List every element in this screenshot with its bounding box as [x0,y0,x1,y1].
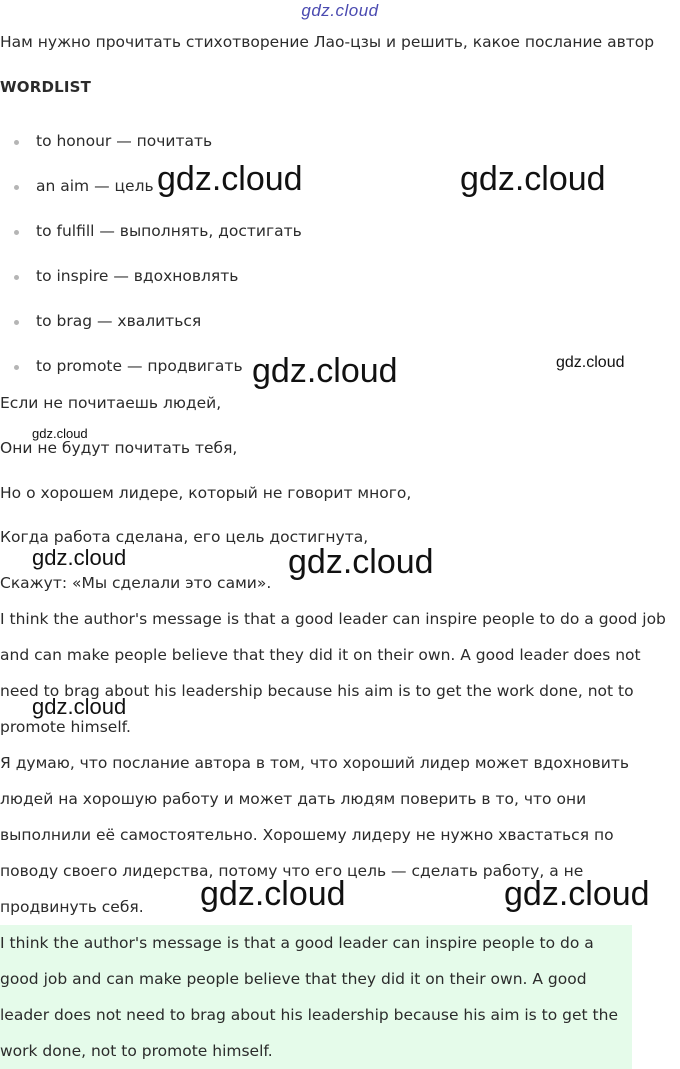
watermark: gdz.cloud [556,354,625,371]
poem-line: Но о хорошем лидере, который не говорит много, [0,484,412,502]
wordlist-heading: WORDLIST [0,78,92,96]
watermark: gdz.cloud [157,160,303,198]
wordlist-item-text: to fulfill — выполнять, достигать [36,222,302,240]
watermark: gdz.cloud [288,543,434,581]
bullet-icon [14,140,19,145]
intro-text: Нам нужно прочитать стихотворение Лао-цзы и решить, какое послание автор [0,33,655,51]
wordlist-item-text: to inspire — вдохновлять [36,267,239,285]
watermark: gdz.cloud [32,694,127,719]
wordlist-item-text: to promote — продвигать [36,357,243,375]
wordlist-item-text: to brag — хвалиться [36,312,202,330]
watermark: gdz.cloud [252,352,398,390]
answer-english: I think the author's message is that a good leader can inspire people to do a good job and can make people believe that they did it on their own. A good leader does not need to brag about his leadership because his aim is to get the work done, not to promote himself. [0,610,666,736]
bullet-icon [14,320,19,325]
poem-line: Если не почитаешь людей, [0,394,222,412]
watermark: gdz.cloud [504,875,650,913]
watermark: gdz.cloud [460,160,606,198]
wordlist-item-text: an aim — цель [36,177,154,195]
bullet-icon [14,275,19,280]
watermark: gdz.cloud [32,545,127,570]
watermark: gdz.cloud [32,426,88,441]
bullet-icon [14,230,19,235]
poem-line: Скажут: «Мы сделали это сами». [0,574,272,592]
site-watermark-top: gdz.cloud [301,1,379,20]
watermark: gdz.cloud [200,875,346,913]
bullet-icon [14,185,19,190]
poem-line: Когда работа сделана, его цель достигнута, [0,528,369,546]
wordlist-item-text: to honour — почитать [36,132,213,150]
answer-russian: Я думаю, что послание автора в том, что хороший лидер может вдохновить людей на хорошую работу и может дать людям поверить в то, что они выполнили её самостоятельно. Хорошему лидеру не нужно хвастаться по поводу своего лидерства, потому что его цель — сделать работу, а не продвинуть себя. [0,754,629,916]
bullet-icon [14,365,19,370]
answer-highlighted: I think the author's message is that a good leader can inspire people to do a good job and can make people believe that they did it on their own. A good leader does not need to brag about his leadership because his aim is to get the work done, not to promote himself. [0,934,618,1060]
poem-line: Они не будут почитать тебя, [0,439,238,457]
